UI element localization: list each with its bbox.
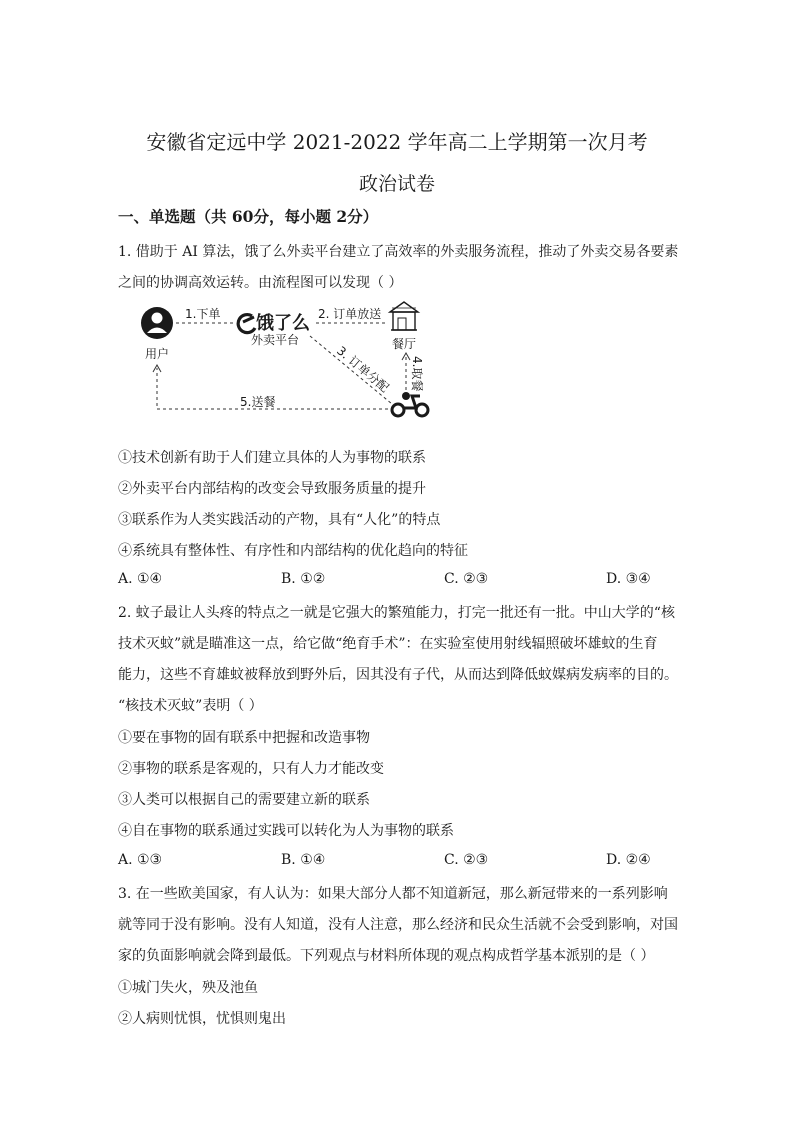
q2-statement-2: ②事物的联系是客观的，只有人力才能改变 (118, 761, 384, 777)
q1-option-a: A. ①④ (118, 571, 163, 587)
q1-statement-4: ④系统具有整体性、有序性和内部结构的优化趋向的特征 (118, 543, 468, 559)
q2-stem-line1: 2. 蚊子最让人头疼的特点之一就是它强大的繁殖能力，打完一批还有一批。中山大学的“核 (118, 605, 675, 621)
step4-label: 4.取餐 (410, 356, 424, 392)
q1-statement-3: ③联系作为人类实践活动的产物，具有“人化”的特点 (118, 512, 441, 528)
step2-label: 2. 订单放送 (318, 307, 382, 321)
q3-stem-line1: 3. 在一些欧美国家，有人认为：如果大部分人都不知道新冠，那么新冠带来的一系列影响 (118, 886, 668, 902)
q2-option-a: A. ①③ (118, 852, 163, 868)
q1-option-b: B. ①② (281, 571, 326, 587)
q3-statement-1: ①城门失火，殃及池鱼 (118, 980, 258, 996)
q1-option-d: D. ③④ (606, 571, 651, 587)
q1-statement-2: ②外卖平台内部结构的改变会导致服务质量的提升 (118, 481, 426, 497)
q2-statement-3: ③人类可以根据自己的需要建立新的联系 (118, 792, 370, 808)
step3-label: 3. 订单分配 (334, 343, 392, 395)
q2-option-b: B. ①④ (281, 852, 326, 868)
q2-statement-1: ①要在事物的固有联系中把握和改造事物 (118, 730, 370, 746)
eleme-logo-icon (238, 312, 310, 334)
user-avatar-icon (141, 307, 173, 339)
exam-title: 安徽省定远中学 2021-2022 学年高二上学期第一次月考 (146, 130, 648, 154)
q1-stem-line2: 之间的协调高效运转。由流程图可以发现（ ） (118, 275, 403, 291)
exam-subject: 政治试卷 (358, 173, 435, 195)
platform-logo-text: 饿了么 (256, 313, 310, 334)
q2-stem-line3: 能力，这些不育雄蚊被释放到野外后，因其没有子代，从而达到降低蚊媒病发病率的目的。 (118, 667, 678, 683)
restaurant-icon (390, 302, 418, 330)
q2-statement-4: ④自在事物的联系通过实践可以转化为人为事物的联系 (118, 823, 454, 839)
q1-statement-1: ①技术创新有助于人们建立具体的人为事物的联系 (118, 450, 426, 466)
rider-scooter-icon (392, 392, 428, 416)
step5-label: 5.送餐 (240, 395, 276, 409)
q3-statement-2: ②人病则忧惧，忧惧则鬼出 (118, 1011, 286, 1027)
q3-stem-line2: 就等同于没有影响。没有人知道，没有人注意，那么经济和民众生活就不会受到影响，对国 (118, 917, 678, 933)
q2-stem-line2: 技术灭蚊”就是瞄准这一点，给它做“绝育手术”：在实验室使用射线辐照破坏雄蚊的生育 (118, 636, 658, 652)
q2-option-c: C. ②③ (444, 852, 489, 868)
q2-option-d: D. ②④ (606, 852, 651, 868)
q1-option-c: C. ②③ (444, 571, 489, 587)
user-label: 用户 (145, 347, 170, 361)
q3-stem-line3: 家的负面影响就会降到最低。下列观点与材料所体现的观点构成哲学基本派别的是（ ） (118, 948, 655, 964)
q1-flow-diagram (130, 296, 450, 420)
restaurant-label: 餐厅 (392, 337, 417, 351)
step1-label: 1.下单 (185, 307, 221, 321)
platform-label: 外卖平台 (251, 333, 300, 347)
q1-stem-line1: 1. 借助于 AI 算法，饿了么外卖平台建立了高效率的外卖服务流程，推动了外卖交易各要素 (118, 244, 679, 260)
section-heading: 一、单选题（共 60分，每小题 2分） (118, 207, 379, 226)
q2-stem-line4: “核技术灭蚊”表明（ ） (118, 698, 263, 714)
